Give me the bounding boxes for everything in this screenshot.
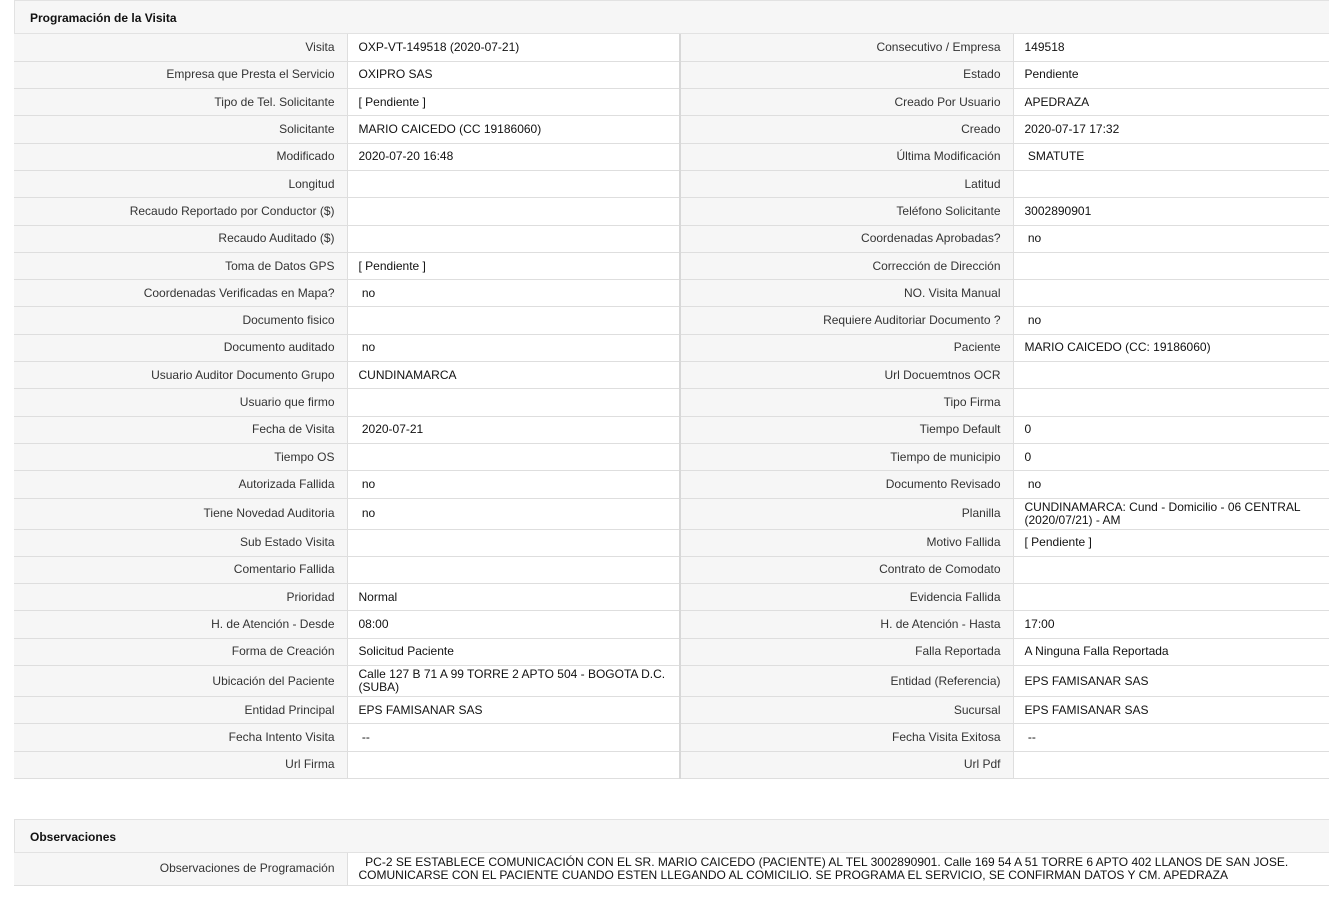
programacion-title: Programación de la Visita	[14, 0, 1329, 34]
field-label: Tiempo de municipio	[680, 443, 1013, 470]
table-row	[14, 443, 1329, 470]
field-value	[347, 307, 680, 334]
field-label: Tipo Firma	[680, 389, 1013, 416]
table-row	[14, 170, 1329, 197]
observaciones-text: PC-2 SE ESTABLECE COMUNICACIÓN CON EL SR. MARIO CAICEDO (PACIENTE) AL TEL 3002890901. Calle 169 54 A 51 TORRE 6 APTO 402 LLANOS DE SAN JOSE. COMUNICARSE CON EL PACIENTE CUANDO ESTEN LLEGANDO AL COMICILIO. SE PROGRAMA EL SERVICIO, SE CONFIRMAN DATOS Y CM. APEDRAZA	[347, 853, 1329, 885]
field-label: Creado	[680, 116, 1013, 143]
field-value: [ Pendiente ]	[347, 252, 680, 279]
field-value: no	[347, 334, 680, 361]
field-value: 2020-07-17 17:32	[1013, 116, 1329, 143]
field-label: NO. Visita Manual	[680, 280, 1013, 307]
field-label: Observaciones de Programación	[14, 853, 347, 885]
field-value	[1013, 751, 1329, 778]
field-label: Tiene Novedad Auditoria	[14, 498, 347, 529]
field-label: Planilla	[680, 498, 1013, 529]
field-label: Contrato de Comodato	[680, 556, 1013, 583]
field-label: Motivo Fallida	[680, 529, 1013, 556]
field-value	[1013, 389, 1329, 416]
field-label: Visita	[14, 34, 347, 61]
field-value	[1013, 280, 1329, 307]
table-row	[14, 198, 1329, 225]
field-value: --	[1013, 724, 1329, 751]
field-value: Pendiente	[1013, 61, 1329, 88]
field-label: Teléfono Solicitante	[680, 198, 1013, 225]
field-value: 2020-07-20 16:48	[347, 143, 680, 170]
field-label: Fecha Intento Visita	[14, 724, 347, 751]
table-row	[14, 280, 1329, 307]
field-label: Documento Revisado	[680, 471, 1013, 498]
field-label: Sucursal	[680, 697, 1013, 724]
field-label: Recaudo Auditado ($)	[14, 225, 347, 252]
field-value: no	[1013, 307, 1329, 334]
table-row	[14, 389, 1329, 416]
field-label: Coordenadas Aprobadas?	[680, 225, 1013, 252]
observaciones-panel	[14, 819, 1329, 886]
table-row	[14, 638, 1329, 665]
field-label: Latitud	[680, 170, 1013, 197]
field-value	[347, 529, 680, 556]
field-value: 17:00	[1013, 611, 1329, 638]
table-row	[14, 556, 1329, 583]
field-label: Coordenadas Verificadas en Mapa?	[14, 280, 347, 307]
table-row	[14, 666, 1329, 697]
field-label: Toma de Datos GPS	[14, 252, 347, 279]
field-label: Requiere Auditoriar Documento ?	[680, 307, 1013, 334]
field-label: Paciente	[680, 334, 1013, 361]
field-value: MARIO CAICEDO (CC: 19186060)	[1013, 334, 1329, 361]
field-value	[347, 556, 680, 583]
programacion-rows	[14, 34, 1329, 778]
field-label: Documento auditado	[14, 334, 347, 361]
field-value: [ Pendiente ]	[1013, 529, 1329, 556]
field-label: Creado Por Usuario	[680, 89, 1013, 116]
field-label: Falla Reportada	[680, 638, 1013, 665]
field-value	[347, 751, 680, 778]
field-label: Fecha de Visita	[14, 416, 347, 443]
table-row	[14, 116, 1329, 143]
field-value: CUNDINAMARCA	[347, 362, 680, 389]
field-value	[1013, 252, 1329, 279]
field-label: Tiempo Default	[680, 416, 1013, 443]
field-label: Última Modificación	[680, 143, 1013, 170]
table-row	[14, 697, 1329, 724]
table-row	[14, 498, 1329, 529]
field-label: Sub Estado Visita	[14, 529, 347, 556]
field-label: Autorizada Fallida	[14, 471, 347, 498]
field-value	[347, 198, 680, 225]
field-value: no	[347, 471, 680, 498]
table-row	[14, 529, 1329, 556]
field-value: SMATUTE	[1013, 143, 1329, 170]
field-value: --	[347, 724, 680, 751]
field-value: A Ninguna Falla Reportada	[1013, 638, 1329, 665]
table-row	[14, 853, 1329, 885]
field-value: no	[347, 280, 680, 307]
field-value: OXP-VT-149518 (2020-07-21)	[347, 34, 680, 61]
table-row	[14, 611, 1329, 638]
table-row	[14, 471, 1329, 498]
observaciones-table	[14, 853, 1329, 886]
table-row	[14, 362, 1329, 389]
field-value: no	[1013, 471, 1329, 498]
field-value	[347, 443, 680, 470]
field-value: Normal	[347, 584, 680, 611]
field-value	[1013, 362, 1329, 389]
table-row	[14, 334, 1329, 361]
field-label: Solicitante	[14, 116, 347, 143]
field-label: Entidad Principal	[14, 697, 347, 724]
field-label: Url Firma	[14, 751, 347, 778]
field-label: Tipo de Tel. Solicitante	[14, 89, 347, 116]
field-value: Solicitud Paciente	[347, 638, 680, 665]
table-row	[14, 307, 1329, 334]
field-value: Calle 127 B 71 A 99 TORRE 2 APTO 504 - BOGOTA D.C. (SUBA)	[347, 666, 680, 697]
table-row	[14, 225, 1329, 252]
field-value: OXIPRO SAS	[347, 61, 680, 88]
table-row	[14, 61, 1329, 88]
field-value: 0	[1013, 416, 1329, 443]
field-value: CUNDINAMARCA: Cund - Domicilio - 06 CENTRAL (2020/07/21) - AM	[1013, 498, 1329, 529]
field-value	[1013, 556, 1329, 583]
field-label: Comentario Fallida	[14, 556, 347, 583]
field-label: Empresa que Presta el Servicio	[14, 61, 347, 88]
field-label: Consecutivo / Empresa	[680, 34, 1013, 61]
field-value: no	[347, 498, 680, 529]
field-value: 3002890901	[1013, 198, 1329, 225]
field-label: Forma de Creación	[14, 638, 347, 665]
field-value: EPS FAMISANAR SAS	[347, 697, 680, 724]
field-label: Prioridad	[14, 584, 347, 611]
field-label: H. de Atención - Hasta	[680, 611, 1013, 638]
field-label: Longitud	[14, 170, 347, 197]
field-label: Documento fisico	[14, 307, 347, 334]
field-value: APEDRAZA	[1013, 89, 1329, 116]
field-label: Modificado	[14, 143, 347, 170]
field-label: Usuario Auditor Documento Grupo	[14, 362, 347, 389]
field-value: 0	[1013, 443, 1329, 470]
field-value: MARIO CAICEDO (CC 19186060)	[347, 116, 680, 143]
field-label: Usuario que firmo	[14, 389, 347, 416]
table-row	[14, 584, 1329, 611]
field-label: Fecha Visita Exitosa	[680, 724, 1013, 751]
field-value: 2020-07-21	[347, 416, 680, 443]
field-value	[347, 170, 680, 197]
field-label: Url Docuemtnos OCR	[680, 362, 1013, 389]
table-row	[14, 89, 1329, 116]
field-value	[1013, 170, 1329, 197]
field-label: Ubicación del Paciente	[14, 666, 347, 697]
table-row	[14, 724, 1329, 751]
field-label: Corrección de Dirección	[680, 252, 1013, 279]
field-value: [ Pendiente ]	[347, 89, 680, 116]
table-row	[14, 751, 1329, 778]
table-row	[14, 34, 1329, 61]
field-value	[1013, 584, 1329, 611]
field-value: 149518	[1013, 34, 1329, 61]
field-label: Evidencia Fallida	[680, 584, 1013, 611]
field-label: Entidad (Referencia)	[680, 666, 1013, 697]
field-value: EPS FAMISANAR SAS	[1013, 697, 1329, 724]
table-row	[14, 416, 1329, 443]
field-value: EPS FAMISANAR SAS	[1013, 666, 1329, 697]
field-label: Tiempo OS	[14, 443, 347, 470]
table-row	[14, 252, 1329, 279]
field-value	[347, 389, 680, 416]
field-label: H. de Atención - Desde	[14, 611, 347, 638]
table-row	[14, 143, 1329, 170]
field-label: Url Pdf	[680, 751, 1013, 778]
field-value	[347, 225, 680, 252]
field-value: 08:00	[347, 611, 680, 638]
field-label: Estado	[680, 61, 1013, 88]
observaciones-title: Observaciones	[14, 819, 1329, 853]
programacion-table	[14, 34, 1329, 779]
field-value: no	[1013, 225, 1329, 252]
field-label: Recaudo Reportado por Conductor ($)	[14, 198, 347, 225]
programacion-panel	[14, 0, 1329, 779]
